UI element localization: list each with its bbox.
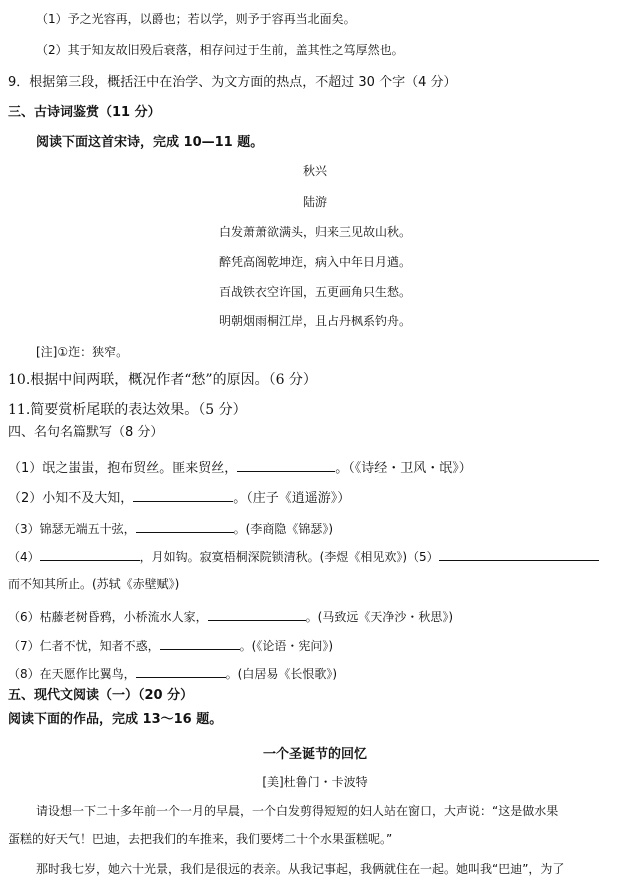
poem-line-2: 醉凭高阁乾坤迮，病入中年日月遒。 <box>218 255 411 269</box>
item-4-blank[interactable] <box>40 548 140 561</box>
item-3-prompt: （3）锦瑟无端五十弦， <box>8 522 136 536</box>
recitation-item-3 <box>8 520 333 535</box>
poem-author: 陆游 <box>302 195 327 209</box>
item-1-source: 。（《诗经・卫风・氓》） <box>335 461 472 476</box>
section-5-heading: 五、现代文阅读（一）（20 分） <box>8 688 194 703</box>
article-paragraph-1-line-2: 蛋糕的好天气！巴迪，去把我们的车推来，我们要烤二十个水果蛋糕呢。” <box>8 832 393 846</box>
recitation-item-1 <box>8 459 472 475</box>
poem-line-4: 明朝烟雨桐江岸，且占丹枫系钓舟。 <box>218 314 411 328</box>
poem-line-1: 白发萧萧欲满头，归来三见故山秋。 <box>218 225 411 239</box>
poem-line-3: 百战铁衣空许国，五更画角只生愁。 <box>218 285 411 299</box>
item-7-prompt: （7）仁者不忧，知者不惑， <box>8 639 160 653</box>
section-5-instruction: 阅读下面的作品，完成 13～16 题。 <box>8 712 223 727</box>
article-paragraph-1-line-1: 请设想一下二十多年前一个一月的早晨，一个白发剪得短短的妇人站在窗口，大声说：“这是做水果 <box>36 804 559 818</box>
section-3-instruction: 阅读下面这首宋诗，完成 10—11 题。 <box>36 135 264 150</box>
section-3-heading: 三、古诗词鉴赏（11 分） <box>8 105 161 120</box>
recitation-item-7 <box>8 637 333 652</box>
item-3-source: 。(李商隐《锦瑟》) <box>233 522 334 536</box>
item-4-text: ，月如钩。寂寞梧桐深院锁清秋。(李煜《相见欢》)（5） <box>139 550 439 564</box>
recitation-item-8 <box>8 665 337 680</box>
item-2-source: 。（庄子《逍遥游》） <box>233 491 351 506</box>
item-1-prompt: （1）氓之蚩蚩，抱布贸丝。匪来贸丝， <box>8 461 238 476</box>
item-7-source: 。(《论语・宪问》) <box>239 639 334 653</box>
poem-title: 秋兴 <box>302 164 327 178</box>
item-2-blank[interactable] <box>133 489 233 502</box>
item-6-blank[interactable] <box>208 608 306 621</box>
question-10: 10.根据中间两联，概况作者“愁”的原因。（6 分） <box>8 372 317 388</box>
recitation-item-4 <box>8 548 599 563</box>
item-3-blank[interactable] <box>136 520 234 533</box>
item-1-blank[interactable] <box>237 459 335 472</box>
item-6-prompt: （6）枯藤老树昏鸦，小桥流水人家， <box>8 610 208 624</box>
article-author: [美]杜鲁门・卡波特 <box>262 775 368 789</box>
question-11: 11.简要赏析尾联的表达效果。（5 分） <box>8 402 247 418</box>
article-paragraph-2-line-1: 那时我七岁，她六十光景，我们是很远的表亲。从我记事起，我俩就住在一起。她叫我“巴迪”，为了 <box>36 862 565 876</box>
item-8-prompt: （8）在天愿作比翼鸟， <box>8 667 136 681</box>
item-6-source: 。(马致远《天净沙・秋思》) <box>305 610 454 624</box>
poem-note: [注]①迮：狭窄。 <box>36 345 129 359</box>
item-8-blank[interactable] <box>136 665 226 678</box>
note-line-2: （2）其于知友故旧殁后衰落，相存问过于生前，盖其性之笃厚然也。 <box>36 43 404 57</box>
item-2-prompt: （2）小知不及大知， <box>8 491 134 506</box>
section-4-heading: 四、名句名篇默写（8 分） <box>8 425 164 440</box>
article-title: 一个圣诞节的回忆 <box>262 747 367 762</box>
item-5-blank[interactable] <box>439 548 599 561</box>
recitation-item-6 <box>8 608 453 623</box>
item-4-number: （4） <box>8 550 40 564</box>
note-line-1: （1）予之光容再，以爵也；若以学，则予于容再当北面矣。 <box>36 12 356 26</box>
recitation-item-2 <box>8 489 350 505</box>
recitation-item-5-continuation: 而不知其所止。(苏轼《赤壁赋》) <box>8 577 180 591</box>
question-9: 9．根据第三段，概括汪中在治学、为文方面的热点，不超过 30 个字（4 分） <box>8 75 457 90</box>
item-7-blank[interactable] <box>160 637 240 650</box>
item-8-source: 。(白居易《长恨歌》) <box>225 667 338 681</box>
